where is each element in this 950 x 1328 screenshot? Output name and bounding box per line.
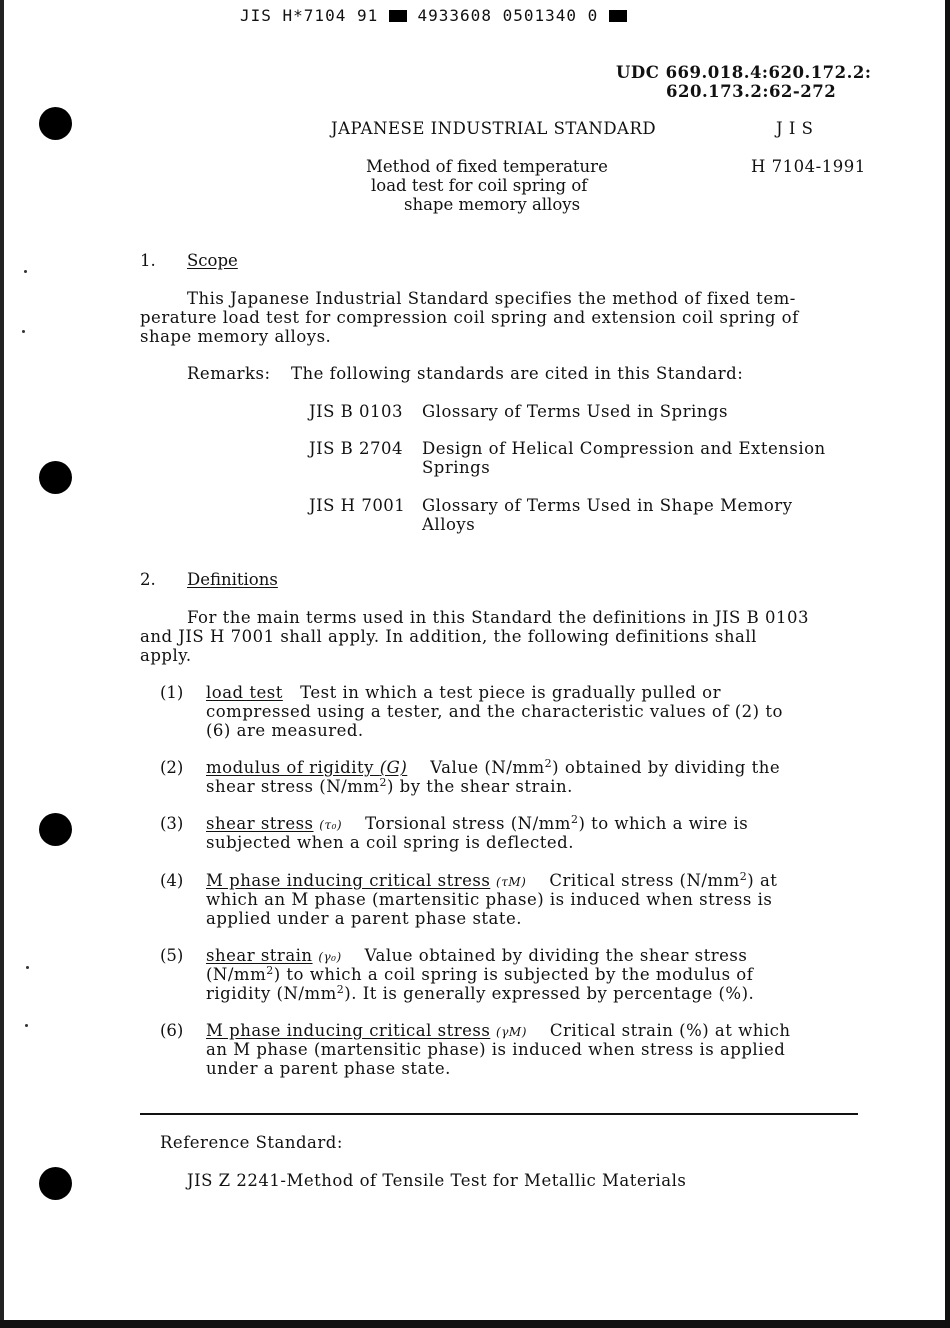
scan-speck [25,1024,28,1027]
footnote-rule [140,1113,858,1115]
header-code [240,6,627,25]
def-number: (4) [160,871,184,890]
def-4-line1: M phase inducing critical stress (τM) Critical stress $(N/mm^2)$ at [206,870,778,890]
def-number: (5) [160,946,184,965]
cited-title: Design of Helical Compression and Extension [422,439,826,458]
punch-hole [39,1167,72,1200]
header-code-number: 4933608 0501340 0 [417,6,599,25]
section2-para-line1: For the main terms used in this Standard the definitions in JIS B 0103 [187,608,809,627]
standard-name: JAPANESE INDUSTRIAL STANDARD [331,119,657,138]
cited-title: Glossary of Terms Used in Shape Memory [422,496,793,515]
scan-speck [24,270,27,273]
header-code-prefix: JIS H*7104 91 [240,6,379,25]
def-term: load test [206,683,283,702]
def-5-line2: $(N/mm^2)$ to which a coil spring is subjected by the modulus of [206,964,754,984]
title-line-3: shape memory alloys [404,195,581,214]
scan-speck [22,330,25,333]
section2-para-line3: apply. [140,646,192,665]
def-6-line2: an M phase (martensitic phase) is induced when stress is applied [206,1040,786,1059]
remarks-text: The following standards are cited in this Standard: [291,364,744,383]
def-term: M phase inducing critical stress [206,1021,491,1040]
def-4-line3: applied under a parent phase state. [206,909,523,928]
section1-para-line1: This Japanese Industrial Standard specifies the method of fixed tem- [187,289,796,308]
scan-speck [26,966,29,969]
symbol-gamma0: (γ₀) [318,950,342,964]
def-5-line3: rigidity $(N/mm^2)$. It is generally expressed by percentage (%). [206,983,755,1003]
def-term: shear strain [206,946,313,965]
barcode-mark [389,10,407,22]
def-2-line1: modulus of rigidity (G) Value $(N/mm^2)$ obtained by dividing the [206,757,781,777]
symbol-G: (G) [379,758,408,777]
def-2-line2: shear stress $(N/mm^2)$ by the shear strain. [206,776,573,796]
def-3-line2: subjected when a coil spring is deflected. [206,833,574,852]
barcode-mark [609,10,627,22]
symbol-tauM: (τM) [496,875,527,889]
designation: H 7104-1991 [751,157,866,176]
punch-hole [39,813,72,846]
cited-code: JIS H 7001 [309,496,406,515]
remarks-label: Remarks: [187,364,271,383]
udc-line-2: 620.173.2:62-272 [666,82,837,101]
section2-para-line2: and JIS H 7001 shall apply. In addition, the following definitions shall [140,627,757,646]
scan-edge-right [945,0,950,1328]
section2-number: 2. [140,570,156,589]
def-1-line1 [206,683,721,702]
def-1-line3: (6) are measured. [206,721,364,740]
punch-hole [39,461,72,494]
reference-label: Reference Standard: [160,1133,343,1152]
def-3-line1: shear stress (τ₀) Torsional stress $(N/mm^2)$ to which a wire is [206,813,749,833]
section2-heading: Definitions [187,570,278,589]
def-term: M phase inducing critical stress [206,871,491,890]
section1-number: 1. [140,251,156,270]
udc-line-1: UDC 669.018.4:620.172.2: [616,63,872,82]
reference-text: JIS Z 2241-Method of Tensile Test for Metallic Materials [187,1171,687,1190]
title-line-1: Method of fixed temperature [366,157,608,176]
title-line-2: load test for coil spring of [371,176,588,195]
def-6-line1: M phase inducing critical stress (γM) Critical strain (%) at which [206,1021,791,1040]
scan-edge-bottom [0,1320,950,1328]
def-1-line2: compressed using a tester, and the characteristic values of (2) to [206,702,783,721]
def-number: (6) [160,1021,184,1040]
def-5-line1: shear strain (γ₀) Value obtained by dividing the shear stress [206,946,748,965]
punch-hole [39,107,72,140]
symbol-tau0: (τ₀) [319,818,343,832]
def-number: (2) [160,758,184,777]
def-term: shear stress [206,814,314,833]
cited-code: JIS B 0103 [309,402,404,421]
cited-title-cont: Springs [422,458,491,477]
def-4-line2: which an M phase (martensitic phase) is induced when stress is [206,890,773,909]
symbol-gammaM: (γM) [496,1025,527,1039]
section1-para-line3: shape memory alloys. [140,327,332,346]
def-number: (1) [160,683,184,702]
scan-edge-left [0,0,4,1328]
def-text: Test in which a test piece is gradually pulled or [300,683,721,702]
jis-mark: J I S [776,119,814,138]
cited-title: Glossary of Terms Used in Springs [422,402,728,421]
section1-heading: Scope [187,251,238,270]
cited-code: JIS B 2704 [309,439,404,458]
cited-title-cont: Alloys [422,515,476,534]
section1-para-line2: perature load test for compression coil spring and extension coil spring of [140,308,799,327]
def-6-line3: under a parent phase state. [206,1059,451,1078]
def-term: modulus of rigidity (G) [206,758,408,777]
def-number: (3) [160,814,184,833]
